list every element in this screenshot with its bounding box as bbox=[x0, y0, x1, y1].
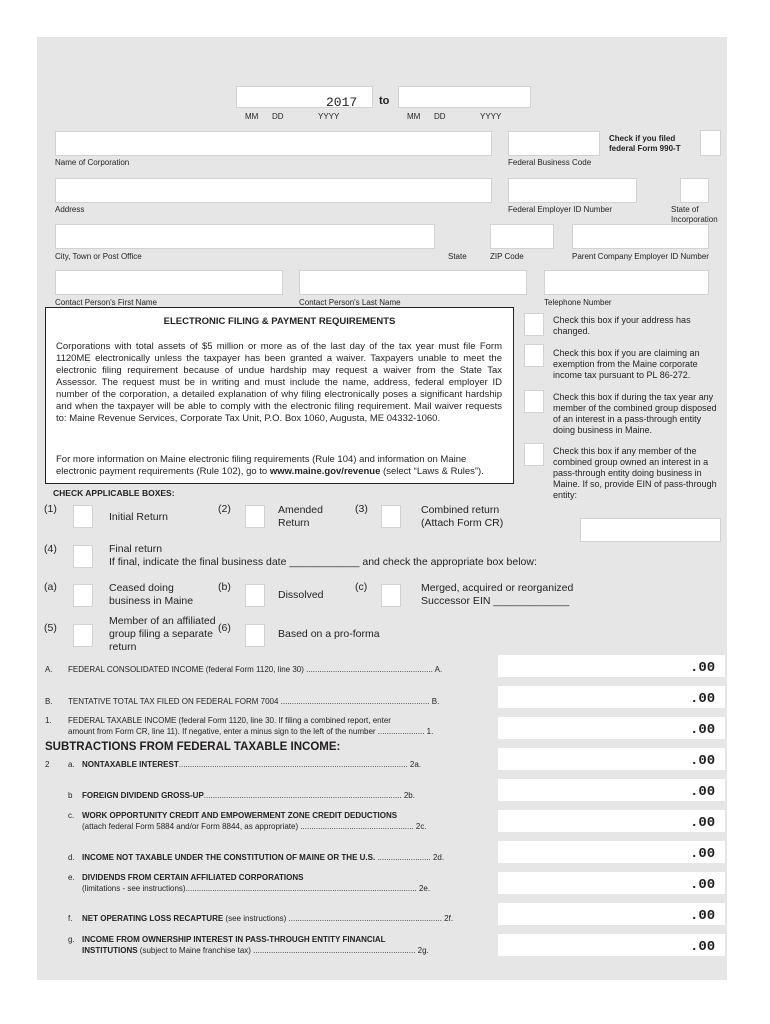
exemption-checkbox[interactable] bbox=[524, 344, 544, 367]
subtractions-heading: SUBTRACTIONS FROM FEDERAL TAXABLE INCOME: bbox=[45, 741, 341, 753]
contact-first-name-field[interactable] bbox=[55, 270, 283, 295]
amended-return-checkbox[interactable] bbox=[245, 505, 265, 528]
to-label: to bbox=[379, 95, 390, 107]
affiliated-member-label-2: group filing a separate bbox=[109, 628, 213, 640]
affiliated-member-label-3: return bbox=[109, 641, 137, 653]
tax-year-begin-year: 2017 bbox=[326, 95, 358, 110]
city-label: City, Town or Post Office bbox=[55, 252, 142, 261]
owned-interest-checkbox[interactable] bbox=[524, 443, 544, 466]
contact-first-name-label: Contact Person's First Name bbox=[55, 298, 158, 307]
merged-label: Merged, acquired or reorganized bbox=[421, 582, 574, 594]
line-2c-label: WORK OPPORTUNITY CREDIT AND EMPOWERMENT ZONE CREDIT DEDUCTIONS bbox=[82, 811, 398, 820]
line-2-number: 2 bbox=[45, 760, 50, 769]
electronic-filing-notice bbox=[45, 307, 514, 484]
ceased-business-checkbox[interactable] bbox=[73, 584, 93, 607]
address-changed-label: Check this box if your address has changed. bbox=[553, 315, 691, 336]
date-label-mm: MM bbox=[245, 112, 259, 121]
line-b-label: TENTATIVE TOTAL TAX FILED ON FEDERAL FORM 7004 ................................................................... B. bbox=[68, 697, 440, 706]
successor-ein-label: Successor EIN _____________ bbox=[421, 595, 570, 607]
line-1-number: 1. bbox=[45, 716, 52, 725]
dissolved-label: Dissolved bbox=[278, 589, 324, 601]
line-1-label: FEDERAL TAXABLE INCOME (federal Form 1120, line 30. If filing a combined report, enter bbox=[68, 716, 391, 725]
item-b-number: (b) bbox=[218, 581, 231, 593]
combined-return-label: Combined return bbox=[421, 504, 500, 516]
line-2f-cents: .00 bbox=[690, 908, 716, 924]
dissolved-checkbox[interactable] bbox=[245, 584, 265, 607]
affiliated-member-checkbox[interactable] bbox=[73, 624, 93, 647]
contact-last-name-field[interactable] bbox=[299, 270, 527, 295]
electronic-info-paragraph: For more information on Maine electronic filing requirements (Rule 104) and information on Maine electronic payment requirements (Rule 102), go to www.maine.gov/revenue (select “Laws & Rules”). bbox=[56, 454, 484, 477]
line-2e-cents: .00 bbox=[690, 877, 716, 893]
line-2c-label-2: (attach federal Form 5884 and/or Form 8844, as appropriate) ................................................... 2c. bbox=[82, 822, 427, 831]
date-label-yyyy: YYYY bbox=[318, 112, 340, 121]
federal-business-code-field[interactable] bbox=[508, 131, 600, 156]
item-a-number: (a) bbox=[44, 581, 57, 593]
line-2d-label: INCOME NOT TAXABLE UNDER THE CONSTITUTION OF MAINE OR THE U.S. ........................ 2d. bbox=[82, 853, 445, 862]
electronic-filing-paragraph: Corporations with total assets of $5 million or more as of the last day of the tax year must file Form 1120ME electronically unless the taxpayer has been granted a waiver. Taxpayers unable to meet the electronic filing requirement because of undue hardship may request a waiver from the State Tax Assessor. The request must be in writing and must include the name, address, federal employer ID number of the corporation, a detailed explanation of why filing electronically poses a significant hardship and when the taxpayer will be able to comply with the electronic filing requirement. Mail waiver requests to: Maine Revenue Services, Corporate Tax Unit, P.O. Box 1060, Augusta, ME 04332-1060. bbox=[56, 341, 502, 424]
item-5-number: (5) bbox=[44, 622, 57, 634]
line-2d-letter: d. bbox=[68, 853, 75, 862]
line-2a-label: NONTAXABLE INTEREST....................................................................................................... 2a. bbox=[82, 760, 422, 769]
line-2c-letter: c. bbox=[68, 811, 75, 820]
check-applicable-heading: CHECK APPLICABLE BOXES: bbox=[53, 488, 175, 498]
amended-return-label-2: Return bbox=[278, 517, 310, 529]
corporation-name-field[interactable] bbox=[55, 131, 492, 156]
item-3-number: (3) bbox=[355, 503, 368, 515]
exemption-label: Check this box if you are claiming an exemption from the Maine corporate income tax pursuant to PL 86-272. bbox=[553, 348, 700, 380]
final-business-date-label: If final, indicate the final business date ____________ and check the appropriate box below: bbox=[109, 556, 537, 568]
line-1-label-2: amount from Form CR, line 11). If negative, enter a minus sign to the left of the number ..................... 1. bbox=[68, 727, 434, 736]
fein-label: Federal Employer ID Number bbox=[508, 205, 613, 214]
state-label: State bbox=[448, 252, 467, 261]
line-2a-cents: .00 bbox=[690, 753, 716, 769]
line-2e-letter: e. bbox=[68, 873, 75, 882]
line-2f-letter: f. bbox=[68, 914, 73, 923]
federal-business-code-label: Federal Business Code bbox=[508, 158, 592, 167]
line-2g-letter: g. bbox=[68, 935, 75, 944]
line-2g-label: INCOME FROM OWNERSHIP INTEREST IN PASS-THROUGH ENTITY FINANCIAL bbox=[82, 935, 386, 944]
line-2g-label-2: INSTITUTIONS (subject to Maine franchise tax) ......................................................................... 2g. bbox=[82, 946, 429, 955]
line-2b-cents: .00 bbox=[690, 784, 716, 800]
owned-interest-label: Check this box if any member of the combined group owned an interest in a pass-through entity doing business in Maine. If so, provide EIN of pass-through entity: bbox=[553, 446, 717, 500]
fein-field[interactable] bbox=[508, 178, 637, 203]
electronic-filing-heading: ELECTRONIC FILING & PAYMENT REQUIREMENTS bbox=[163, 316, 396, 327]
amended-return-label: Amended bbox=[278, 504, 323, 516]
merged-checkbox[interactable] bbox=[381, 584, 401, 607]
zip-code-field[interactable] bbox=[490, 224, 554, 249]
disposed-interest-checkbox[interactable] bbox=[524, 390, 544, 413]
line-a-number: A. bbox=[45, 665, 53, 674]
line-a-cents: .00 bbox=[690, 660, 716, 676]
state-of-incorporation-field[interactable] bbox=[680, 178, 709, 203]
line-b-number: B. bbox=[45, 697, 53, 706]
line-2a-letter: a. bbox=[68, 760, 75, 769]
pro-forma-label: Based on a pro-forma bbox=[278, 628, 380, 640]
city-field[interactable] bbox=[55, 224, 435, 249]
item-c-number: (c) bbox=[355, 581, 368, 593]
line-1-cents: .00 bbox=[690, 722, 716, 738]
pass-through-ein-field[interactable] bbox=[580, 518, 721, 542]
item-4-number: (4) bbox=[44, 543, 57, 555]
form-990t-checkbox[interactable] bbox=[700, 130, 721, 156]
line-a-label: FEDERAL CONSOLIDATED INCOME (federal Form 1120, line 30) ......................................................... A. bbox=[68, 665, 443, 674]
line-b-cents: .00 bbox=[690, 691, 716, 707]
line-2e-label: DIVIDENDS FROM CERTAIN AFFILIATED CORPORATIONS bbox=[82, 873, 304, 882]
item-1-number: (1) bbox=[44, 503, 57, 515]
parent-company-ein-label: Parent Company Employer ID Number bbox=[572, 252, 709, 261]
date-label-dd: DD bbox=[272, 112, 284, 121]
date-label-mm-end: MM bbox=[407, 112, 421, 121]
corporation-name-label: Name of Corporation bbox=[55, 158, 130, 167]
final-return-checkbox[interactable] bbox=[73, 545, 93, 568]
affiliated-member-label: Member of an affiliated bbox=[109, 615, 216, 627]
line-2e-label-2: (limitations - see instructions)........................................................................................................ 2e. bbox=[82, 884, 431, 893]
combined-return-label-2: (Attach Form CR) bbox=[421, 517, 504, 529]
address-changed-checkbox[interactable] bbox=[524, 313, 544, 336]
ceased-business-label-2: business in Maine bbox=[109, 595, 194, 607]
pro-forma-checkbox[interactable] bbox=[245, 624, 265, 647]
line-2c-cents: .00 bbox=[690, 815, 716, 831]
maine-revenue-link[interactable]: www.maine.gov/revenue bbox=[269, 466, 381, 477]
item-6-number: (6) bbox=[218, 622, 231, 634]
initial-return-label: Initial Return bbox=[109, 511, 168, 523]
item-2-number: (2) bbox=[218, 503, 231, 515]
telephone-field[interactable] bbox=[544, 270, 709, 295]
line-2b-label: FOREIGN DIVIDEND GROSS-UP......................................................................................... 2b. bbox=[82, 791, 415, 800]
check-990t-label: Check if you filed federal Form 990-T bbox=[609, 134, 681, 153]
state-of-incorporation-label: State of Incorporation bbox=[671, 205, 718, 224]
combined-return-checkbox[interactable] bbox=[381, 505, 401, 528]
ceased-business-label: Ceased doing bbox=[109, 582, 174, 594]
parent-company-ein-field[interactable] bbox=[572, 224, 709, 249]
line-2b-letter: b bbox=[68, 791, 73, 800]
tax-year-end-field[interactable] bbox=[398, 86, 531, 108]
zip-code-label: ZIP Code bbox=[490, 252, 524, 261]
line-2g-cents: .00 bbox=[690, 939, 716, 955]
telephone-label: Telephone Number bbox=[544, 298, 612, 307]
disposed-interest-label: Check this box if during the tax year any member of the combined group disposed of an interest in a pass-through entity doing business in Maine. bbox=[553, 392, 717, 435]
line-2d-cents: .00 bbox=[690, 846, 716, 862]
date-label-yyyy-end: YYYY bbox=[480, 112, 502, 121]
address-label: Address bbox=[55, 205, 85, 214]
line-2f-label: NET OPERATING LOSS RECAPTURE (see instructions) ..................................................................... 2f. bbox=[82, 914, 454, 923]
final-return-label: Final return bbox=[109, 543, 163, 555]
initial-return-checkbox[interactable] bbox=[73, 505, 93, 528]
contact-last-name-label: Contact Person's Last Name bbox=[299, 298, 401, 307]
date-label-dd-end: DD bbox=[434, 112, 446, 121]
address-field[interactable] bbox=[55, 178, 492, 203]
